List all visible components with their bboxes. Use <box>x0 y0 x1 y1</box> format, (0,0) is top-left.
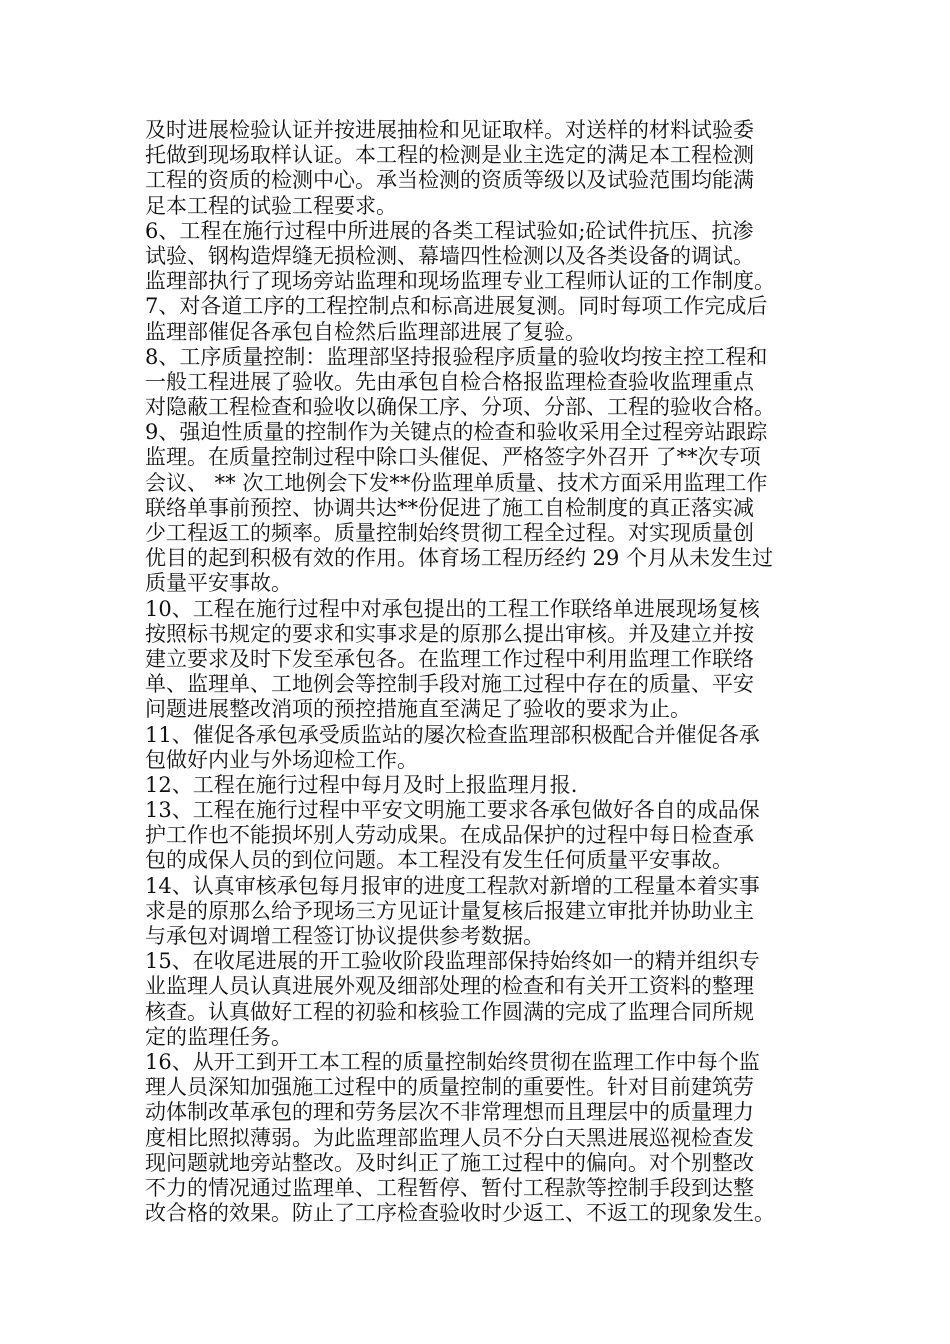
text-line: 一般工程进展了验收。先由承包自检合格报监理检查验收监理重点 <box>145 369 754 394</box>
text-line: 现问题就地旁站整改。及时纠正了施工过程中的偏向。对个别整改 <box>145 1150 754 1175</box>
text-line: 单、监理单、工地例会等控制手段对施工过程中存在的质量、平安 <box>145 672 754 697</box>
document-body <box>145 118 825 1226</box>
text-line: 按照标书规定的要求和实事求是的原那么提出审核。并及建立并按 <box>145 621 754 646</box>
text-line: 优目的起到积极有效的作用。体育场工程历经约 29 个月从未发生过 <box>145 546 774 571</box>
text-line: 对隐蔽工程检查和验收以确保工序、分项、分部、工程的验收合格。 <box>145 395 775 420</box>
text-line: 11、催促各承包承受质监站的屡次检查监理部积极配合并催促各承 <box>145 722 760 747</box>
text-line: 14、认真审核承包每月报审的进度工程款对新增的工程量本着实事 <box>145 873 760 898</box>
text-line: 监理。在质量控制过程中除口头催促、严格签字外召开 了**次专项 <box>145 445 761 470</box>
text-line: 13、工程在施行过程中平安文明施工要求各承包做好各自的成品保 <box>145 798 760 823</box>
text-line: 10、工程在施行过程中对承包提出的工程工作联络单进展现场复核 <box>145 596 760 621</box>
text-line: 7、对各道工序的工程控制点和标高进展复测。同时每项工作完成后 <box>145 294 768 319</box>
text-line: 8、工序质量控制：监理部坚持报验程序质量的验收均按主控工程和 <box>145 344 768 369</box>
text-line: 少工程返工的频率。质量控制始终贯彻工程全过程。对实现质量创 <box>145 521 754 545</box>
text-line: 监理部催促各承包自检然后监理部进展了复验。 <box>145 319 586 344</box>
text-line: 护工作也不能损坏别人劳动成果。在成品保护的过程中每日检查承 <box>145 823 754 848</box>
text-line: 工程的资质的检测中心。承当检测的资质等级以及试验范围均能满 <box>145 168 754 193</box>
text-line: 建立要求及时下发至承包各。在监理工作过程中利用监理工作联络 <box>145 646 754 671</box>
text-line: 包的成保人员的到位问题。本工程没有发生任何质量平安事故。 <box>145 848 733 873</box>
text-line: 托做到现场取样认证。本工程的检测是业主选定的满足本工程检测 <box>145 143 754 168</box>
text-line: 会议、 ** 次工地例会下发**份监理单质量、技术方面采用监理工作 <box>145 470 768 495</box>
text-line: 业监理人员认真进展外观及细部处理的检查和有关开工资料的整理 <box>145 974 754 999</box>
text-line: 与承包对调增工程签订协议提供参考数据。 <box>145 924 544 948</box>
text-line: 12、工程在施行过程中每月及时上报监理月报. <box>145 772 578 797</box>
text-line: 及时进展检验认证并按进展抽检和见证取样。对送样的材料试验委 <box>145 118 754 142</box>
text-line: 监理部执行了现场旁站监理和现场监理专业工程师认证的工作制度。 <box>145 269 775 294</box>
text-line: 15、在收尾进展的开工验收阶段监理部保持始终如一的精并组织专 <box>145 949 760 974</box>
text-line: 不力的情况通过监理单、工程暂停、暂付工程款等控制手段到达整 <box>145 1175 754 1200</box>
text-line: 问题进展整改消项的预控措施直至满足了验收的要求为止。 <box>145 697 691 722</box>
text-line: 核查。认真做好工程的初验和核验工作圆满的完成了监理合同所规 <box>145 999 754 1024</box>
text-line: 度相比照拟薄弱。为此监理部监理人员不分白天黑进展巡视检查发 <box>145 1125 754 1150</box>
text-line: 定的监理任务。 <box>145 1024 292 1049</box>
text-line: 试验、钢构造焊缝无损检测、幕墙四性检测以及各类设备的调试。 <box>145 243 754 268</box>
text-line: 6、工程在施行过程中所进展的各类工程试验如;砼试件抗压、抗渗 <box>145 218 754 243</box>
text-line: 16、从开工到开工本工程的质量控制始终贯彻在监理工作中每个监 <box>145 1049 760 1074</box>
text-line: 改合格的效果。防止了工序检查验收时少返工、不返工的现象发生。 <box>145 1201 775 1226</box>
text-line: 理人员深知加强施工过程中的质量控制的重要性。针对目前建筑劳 <box>145 1075 754 1100</box>
text-line: 包做好内业与外场迎检工作。 <box>145 747 418 772</box>
text-line: 动体制改革承包的理和劳务层次不非常理想而且理层中的质量理力 <box>145 1100 754 1125</box>
text-line: 联络单事前预控、协调共达**份促进了施工自检制度的真正落实减 <box>145 495 754 520</box>
text-line: 足本工程的试验工程要求。 <box>145 193 397 218</box>
text-line: 质量平安事故。 <box>145 571 292 596</box>
text-line: 求是的原那么给予现场三方见证计量复核后报建立审批并协助业主 <box>145 898 754 923</box>
text-line: 9、强迫性质量的控制作为关键点的检查和验收采用全过程旁站跟踪 <box>145 420 768 445</box>
